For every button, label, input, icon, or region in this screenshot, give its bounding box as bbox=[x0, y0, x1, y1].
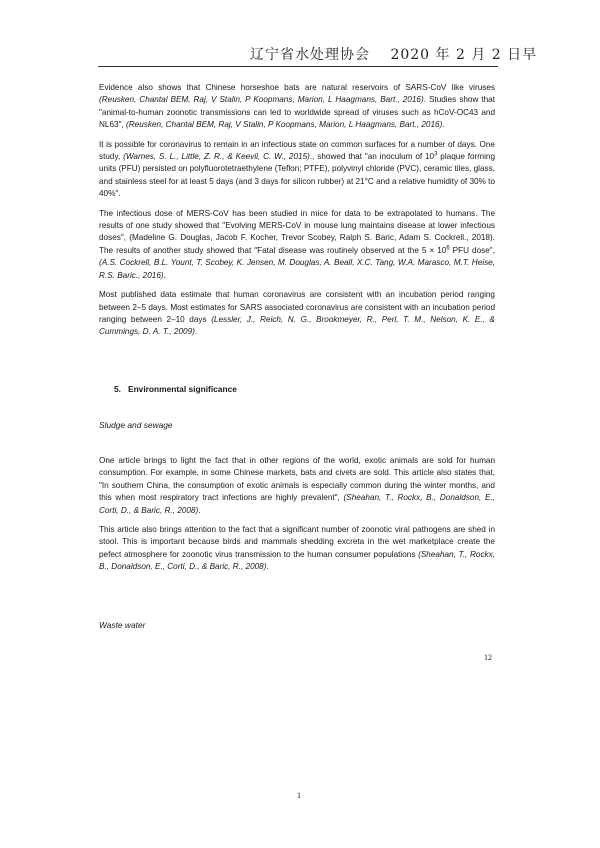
page-number: 1 bbox=[297, 791, 301, 800]
citation: (Reusken, Chantal BEM, Raj, V Stalin, P Koopmans, Marion, L Haagmans, Bart., 2016) bbox=[99, 95, 424, 105]
text-span: It is possible for coronavirus to remain in an infectious state on common surfaces for a number of days. One study, bbox=[99, 139, 495, 162]
text-span: plaque forming units (PFU) persisted on polyfluorotetraethylene (Teflon; PTFE), polyvinyl chloride (PVC), ceramic tiles, glass, and stainless steel for at least 5 days (and 3 days for silicon rubber) at 21°C and a relative humidity of 30% to 40%". bbox=[99, 152, 496, 199]
paragraph-exotic-animals bbox=[99, 455, 495, 517]
main-text bbox=[99, 82, 495, 346]
text-span: Most published data estimate that human coronavirus are consistent with an incubation period ranging between 2–5 days. Most estimates for SARS associated coronavirus are consistent with an incubation period ranging between 2–10 days bbox=[99, 290, 495, 324]
text-span: PFU dose", bbox=[449, 245, 495, 255]
text-span: This article also brings attention to the fact that a significant number of zoonotic viral pathogens are shed in stool. This is important because birds and mammals shedding excreta in the wet marketplace create the pefect atmosphere for zoonotic virus transmission to the human consumer populations bbox=[99, 525, 495, 559]
section-title: Environmental significance bbox=[127, 384, 237, 394]
sludge-text bbox=[99, 455, 495, 581]
citation: (A.S. Cockrell, B.L. Yount, T. Scobey, K. Jensen, M. Douglas, A. Beall, X.C. Tang, W.A. Marasco, M.T. Heise, R.S. Baric., 2016) bbox=[99, 258, 495, 280]
text-span: . Studies show that "animal-to-human zoonotic transmissions can led to worldwide spread of viruses such as hCoV-OC43 and NL63", bbox=[99, 95, 495, 130]
citation: (Sheahan, T., Rockx, B., Donaldson, E., Corti, D., & Baric, R., 2008) bbox=[99, 493, 495, 515]
section-number: 5. bbox=[114, 384, 121, 394]
section-heading bbox=[114, 384, 237, 394]
paragraph-incubation bbox=[99, 289, 495, 339]
header-divider bbox=[98, 66, 498, 67]
text-span: . bbox=[198, 505, 201, 515]
citation: (Warnes, S. L., Little, Z. R., & Keevil, C. W., 2015) bbox=[123, 152, 310, 162]
superscript: 6 bbox=[446, 245, 450, 252]
paragraph-surfaces bbox=[99, 139, 495, 201]
citation: (Lessler, J., Reich, N. G., Brookmeyer, R., Perl, T. M., Nelson, K. E., & Cummings, D. A. T., 2009) bbox=[99, 314, 495, 337]
citation: (Sheahan, T., Rockx, B., Donaldson, E., Corti, D., & Baric, R., 2008) bbox=[99, 549, 496, 572]
citation: (Reusken, Chantal BEM, Raj, V Stalin, P Koopmans, Marion, L Haagmans, Bart., 2016) bbox=[126, 120, 443, 130]
paragraph-infectious-dose bbox=[99, 208, 495, 282]
superscript: 3 bbox=[434, 151, 438, 158]
subheading-waste-water: Waste water bbox=[99, 620, 146, 630]
text-span: The infectious dose of MERS-CoV has been studied in mice for data to be extrapolated to humans. The results of one study showed that "Evolving MERS-CoV in mouse lung maintains disease at lower infectious doses", (Madeline G. Douglas, Jacob F. Kocher, Trevor Scobey, Ralph S. Baric, Adam S. Cockrell., 2018). The results of another study showed that "Fatal disease was routinely observed at the 5 × 10 bbox=[99, 208, 495, 255]
text-span: One article brings to light the fact that in other regions of the world, exotic animals are sold for human consumption. For example, in some Chinese markets, bats and civets are sold. This article also states that, "In southern China, the consumption of exotic animals is especially common during the winter months, and this when most respiratory tract infections are highly prevalent", bbox=[99, 456, 495, 503]
page-header: 辽宁省水处理协会 2020 年 2 月 2 日早 bbox=[250, 47, 538, 63]
text-span: . bbox=[163, 270, 166, 280]
text-span: . bbox=[442, 120, 445, 130]
text-span: Evidence also shows that Chinese horseshoe bats are natural reservoirs of SARS-CoV like viruses bbox=[99, 83, 495, 92]
subheading-sludge: Sludge and sewage bbox=[99, 420, 173, 430]
text-span: . bbox=[194, 327, 198, 337]
text-span: . bbox=[266, 562, 269, 572]
paragraph-stool bbox=[99, 524, 495, 574]
text-span: ., showed that "an inoculum of 10 bbox=[309, 152, 435, 162]
paragraph-bats bbox=[99, 82, 495, 132]
inner-page-number: 12 bbox=[484, 653, 492, 662]
